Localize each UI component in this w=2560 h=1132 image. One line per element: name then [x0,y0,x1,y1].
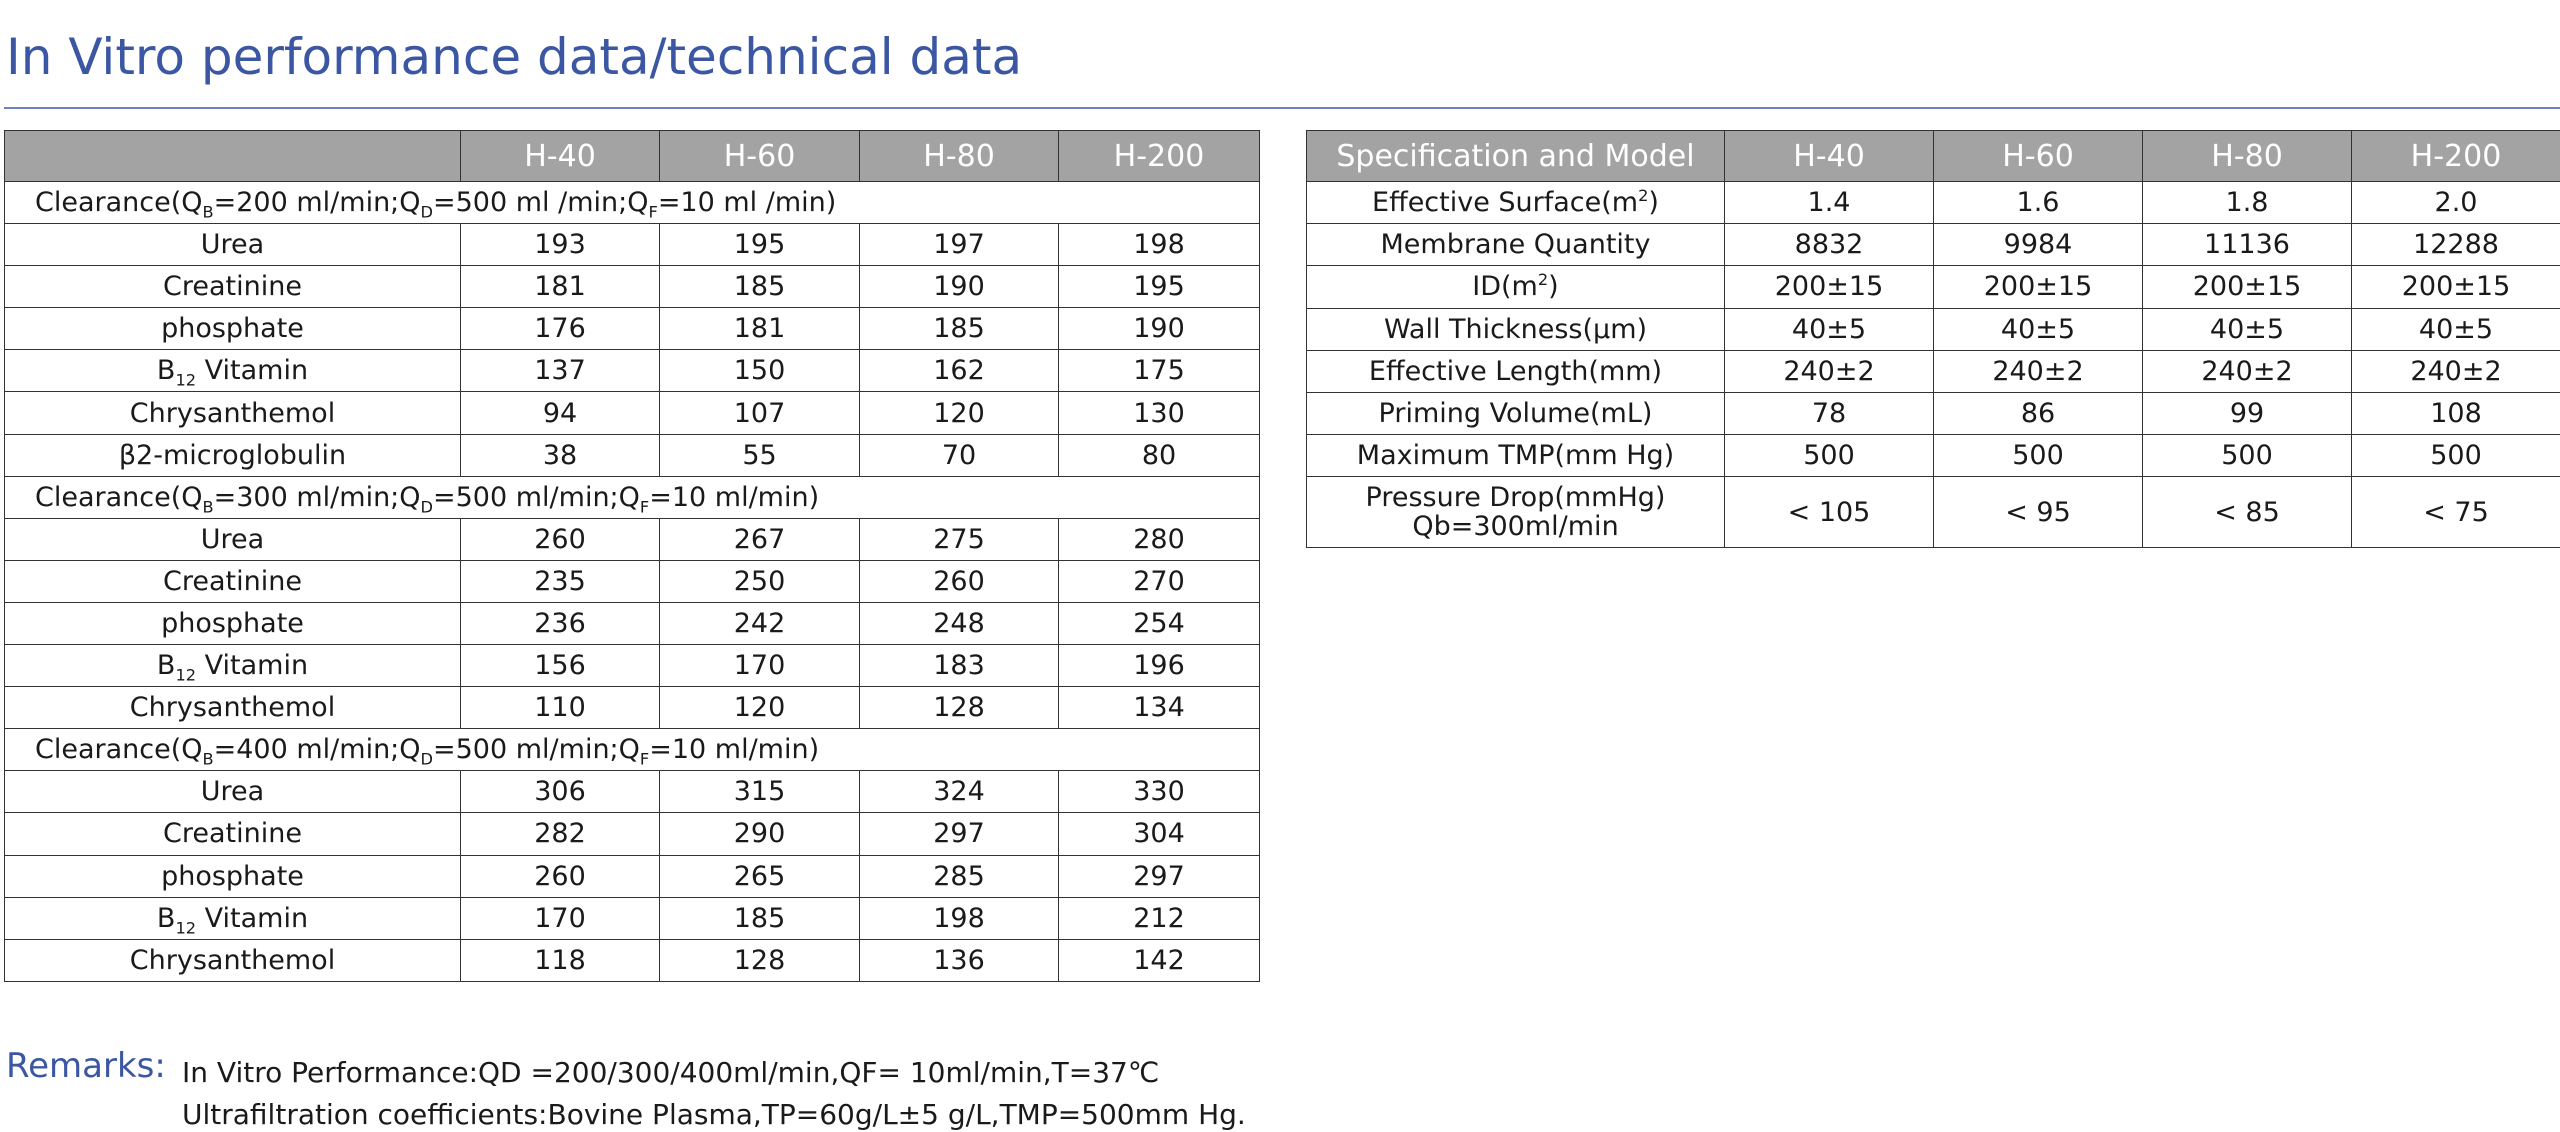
specification-header-cell: H-200 [2352,131,2560,182]
row-label: Wall Thickness(μm) [1307,308,1725,350]
row-label-superscript: 2 [1537,270,1549,290]
row-label-part: ID(m [1472,271,1538,303]
row-label-part: B [156,902,176,934]
value-cell: 107 [660,392,860,434]
value-cell: 128 [860,687,1059,729]
value-cell: 1.6 [1934,182,2143,224]
table-row [5,813,1260,855]
row-label-subscript: 12 [175,370,197,390]
value-cell: 80 [1059,434,1260,476]
row-label: Maximum TMP(mm Hg) [1307,435,1725,477]
table-row [5,687,1260,729]
value-cell: 99 [2143,392,2352,434]
value-cell: 200±15 [1725,266,1934,308]
table-row [5,855,1260,897]
remark-line: Ultrafiltration coefficients:Bovine Plasma,TP=60g/L±5 g/L,TMP=500mm Hg. [182,1098,1246,1131]
value-cell: 170 [461,897,660,939]
table-row [5,939,1260,981]
row-label-part: Vitamin [196,902,309,934]
value-cell: 9984 [1934,224,2143,266]
section-label-part: D [420,497,433,517]
section-label-part: =300 ml/min;Q [213,481,421,513]
specification-header-cell: Specification and Model [1307,131,1725,182]
value-cell: 128 [660,939,860,981]
value-cell: 304 [1059,813,1260,855]
section-label-part: F [648,202,658,222]
value-cell: < 85 [2143,477,2352,548]
row-label: Priming Volume(mL) [1307,392,1725,434]
section-label [5,182,1260,224]
value-cell: 198 [860,897,1059,939]
value-cell: 94 [461,392,660,434]
value-cell: 297 [1059,855,1260,897]
row-label: Urea [5,224,461,266]
table-row [5,434,1260,476]
value-cell: 183 [860,645,1059,687]
row-label [1307,182,1725,224]
table-row [1307,392,2560,434]
row-label-subscript: 12 [175,665,197,685]
row-label-part: B [156,650,176,682]
value-cell: 236 [461,602,660,644]
value-cell: 240±2 [2352,350,2560,392]
value-cell: 250 [660,560,860,602]
row-label: phosphate [5,855,461,897]
value-cell: 212 [1059,897,1260,939]
performance-header-cell: H-80 [860,131,1059,182]
row-label: Creatinine [5,266,461,308]
section-label-part: =10 ml /min) [657,187,837,219]
section-label-part: =500 ml/min;Q [433,481,640,513]
value-cell: 118 [461,939,660,981]
value-cell: 260 [461,518,660,560]
performance-header-cell [5,131,461,182]
section-label-part: B [202,749,214,769]
row-label: Creatinine [5,560,461,602]
row-label-line: Qb=300ml/min [1412,511,1619,543]
table-row [1307,266,2560,308]
value-cell: 130 [1059,392,1260,434]
row-label [1307,477,1725,548]
value-cell: 282 [461,813,660,855]
specification-header-cell: H-40 [1725,131,1934,182]
value-cell: 197 [860,224,1059,266]
row-label-line: Pressure Drop(mmHg) [1365,482,1666,514]
specification-header-row [1307,131,2560,182]
value-cell: 108 [2352,392,2560,434]
value-cell: 270 [1059,560,1260,602]
value-cell: 181 [461,266,660,308]
section-label [5,729,1260,771]
section-header-row [5,182,1260,224]
value-cell: 40±5 [2352,308,2560,350]
value-cell: 1.8 [2143,182,2352,224]
value-cell: 500 [1725,435,1934,477]
value-cell: 193 [461,224,660,266]
value-cell: 185 [660,897,860,939]
value-cell: 181 [660,308,860,350]
performance-header-cell: H-40 [461,131,660,182]
row-label-part: Effective Surface(m [1372,187,1639,219]
value-cell: 185 [860,308,1059,350]
value-cell: 2.0 [2352,182,2560,224]
value-cell: 11136 [2143,224,2352,266]
value-cell: 240±2 [2143,350,2352,392]
value-cell: 185 [660,266,860,308]
table-row [5,308,1260,350]
value-cell: < 105 [1725,477,1934,548]
section-label-part: F [639,749,650,769]
specification-table [1306,130,2560,548]
value-cell: 240±2 [1725,350,1934,392]
row-label-part: B [156,355,176,387]
value-cell: 267 [660,518,860,560]
value-cell: 70 [860,434,1059,476]
value-cell: 196 [1059,645,1260,687]
row-label-part: ) [1548,271,1559,303]
title-divider [4,107,2560,109]
section-label-part: Clearance(Q [35,734,203,766]
value-cell: 200±15 [2352,266,2560,308]
value-cell: 120 [660,687,860,729]
performance-header-cell: H-60 [660,131,860,182]
value-cell: 40±5 [2143,308,2352,350]
remark-line: In Vitro Performance:QD =200/300/400ml/min,QF= 10ml/min,T=37℃ [182,1056,1160,1089]
value-cell: 306 [461,771,660,813]
value-cell: 324 [860,771,1059,813]
row-label: Creatinine [5,813,461,855]
row-label: Effective Length(mm) [1307,350,1725,392]
section-label-part: =200 ml/min;Q [213,187,421,219]
table-row [1307,477,2560,548]
value-cell: 265 [660,855,860,897]
value-cell: 55 [660,434,860,476]
value-cell: 254 [1059,602,1260,644]
value-cell: 200±15 [2143,266,2352,308]
value-cell: 1.4 [1725,182,1934,224]
table-row [1307,350,2560,392]
value-cell: 162 [860,350,1059,392]
section-label-part: F [639,497,650,517]
value-cell: 248 [860,602,1059,644]
row-label: Chrysanthemol [5,392,461,434]
value-cell: 500 [2143,435,2352,477]
row-label: Urea [5,518,461,560]
value-cell: 195 [660,224,860,266]
value-cell: 315 [660,771,860,813]
value-cell: 190 [860,266,1059,308]
value-cell: 200±15 [1934,266,2143,308]
value-cell: 110 [461,687,660,729]
value-cell: 285 [860,855,1059,897]
value-cell: 150 [660,350,860,392]
value-cell: 500 [1934,435,2143,477]
row-label-part: Vitamin [196,650,309,682]
table-row [5,897,1260,939]
row-label: Membrane Quantity [1307,224,1725,266]
value-cell: 156 [461,645,660,687]
row-label [1307,266,1725,308]
table-row [1307,308,2560,350]
section-label-part: Clearance(Q [35,481,203,513]
value-cell: 240±2 [1934,350,2143,392]
value-cell: 8832 [1725,224,1934,266]
value-cell: 142 [1059,939,1260,981]
value-cell: 280 [1059,518,1260,560]
performance-header-cell: H-200 [1059,131,1260,182]
table-row [5,771,1260,813]
value-cell: 235 [461,560,660,602]
value-cell: 38 [461,434,660,476]
table-row [1307,182,2560,224]
table-row [5,392,1260,434]
value-cell: 260 [461,855,660,897]
performance-table [4,130,1260,982]
section-label-part: D [420,749,433,769]
section-label-part: Clearance(Q [35,187,203,219]
value-cell: 290 [660,813,860,855]
row-label: phosphate [5,602,461,644]
row-label: β2-microglobulin [5,434,461,476]
value-cell: < 95 [1934,477,2143,548]
value-cell: 40±5 [1725,308,1934,350]
value-cell: 275 [860,518,1059,560]
row-label: Chrysanthemol [5,687,461,729]
table-row [5,518,1260,560]
value-cell: 260 [860,560,1059,602]
value-cell: 175 [1059,350,1260,392]
row-label: phosphate [5,308,461,350]
section-label-part: =500 ml/min;Q [433,734,640,766]
value-cell: 297 [860,813,1059,855]
section-label-part: B [202,202,214,222]
value-cell: 195 [1059,266,1260,308]
remarks-label: Remarks: [6,1046,166,1086]
section-header-row [5,476,1260,518]
section-label-part: =10 ml/min) [649,734,820,766]
value-cell: 170 [660,645,860,687]
section-label-part: =10 ml/min) [649,481,820,513]
table-row [5,560,1260,602]
section-label-part: D [420,202,433,222]
row-label [5,897,461,939]
performance-header-row [5,131,1260,182]
value-cell: 78 [1725,392,1934,434]
row-label: Urea [5,771,461,813]
value-cell: 330 [1059,771,1260,813]
specification-header-cell: H-80 [2143,131,2352,182]
table-row [5,602,1260,644]
value-cell: 190 [1059,308,1260,350]
row-label: Chrysanthemol [5,939,461,981]
table-row [5,224,1260,266]
section-label-part: B [202,497,214,517]
row-label-part: ) [1648,187,1659,219]
specification-header-cell: H-60 [1934,131,2143,182]
value-cell: 120 [860,392,1059,434]
section-label [5,476,1260,518]
table-row [5,266,1260,308]
section-label-part: =500 ml /min;Q [433,187,649,219]
value-cell: 176 [461,308,660,350]
value-cell: 242 [660,602,860,644]
table-row [5,645,1260,687]
row-label-superscript: 2 [1638,186,1649,206]
value-cell: 136 [860,939,1059,981]
table-row [1307,224,2560,266]
section-header-row [5,729,1260,771]
row-label-subscript: 12 [175,918,197,938]
table-row [5,350,1260,392]
value-cell: 137 [461,350,660,392]
value-cell: 40±5 [1934,308,2143,350]
row-label-part: Vitamin [196,355,309,387]
row-label [5,645,461,687]
value-cell: 86 [1934,392,2143,434]
value-cell: 12288 [2352,224,2560,266]
row-label [5,350,461,392]
value-cell: 500 [2352,435,2560,477]
value-cell: 198 [1059,224,1260,266]
page-title: In Vitro performance data/technical data [6,28,1023,86]
section-label-part: =400 ml/min;Q [213,734,421,766]
value-cell: 134 [1059,687,1260,729]
table-row [1307,435,2560,477]
value-cell: < 75 [2352,477,2560,548]
